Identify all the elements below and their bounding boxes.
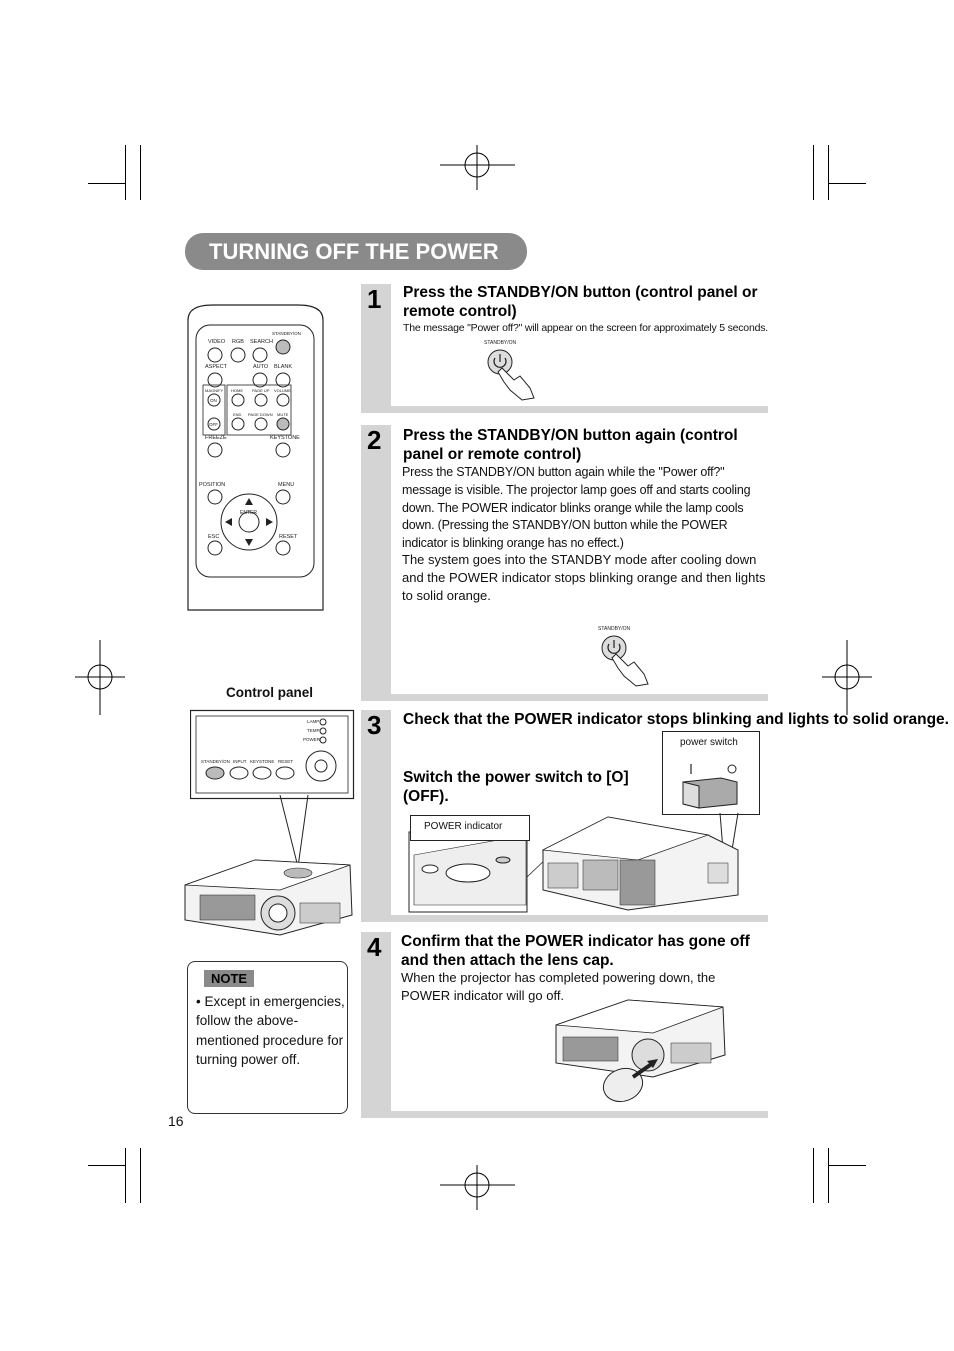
step-4-band [361,932,391,1112]
step-2-heading: Press the STANDBY/ON button again (control panel or remote control) [403,427,738,463]
cp-label-standby: STANDBY/ON [201,759,230,764]
cp-label-temp: TEMP [307,728,320,733]
registration-mark-bottom [440,1165,515,1215]
step-2-number: 2 [367,425,382,455]
remote-control-illustration [183,300,328,615]
step-3-heading-2: Switch the power switch to [O] (OFF). [403,769,629,805]
remote-label-pageup: PAGE UP [252,388,270,393]
step-1-hand-press-icon [484,346,540,402]
step-2-body-1: Press the STANDBY/ON button again while the "Power off?" message is visible. The projector lamp goes off and starts cooling down. The POWER indicator blinks orange while the lamp cools down. (Pressing the STANDBY/ON button while the POWER indicator is blinking orange has no effect.) [402,465,751,551]
step-4-heading: Confirm that the POWER indicator has gone off and then attach the lens cap. [401,933,750,969]
remote-label-menu: MENU [278,482,295,488]
registration-mark-left [75,640,125,715]
remote-label-home: HOME [231,388,243,393]
step-4-number: 4 [367,932,382,962]
remote-label-reset: RESET [279,534,298,540]
page-number: 16 [168,1113,184,1129]
step-3-number: 3 [367,710,382,740]
step-2-button-label: STANDBY/ON [598,626,631,632]
remote-label-position: POSITION [199,482,226,488]
step-4-rule [361,1111,768,1118]
cp-label-keystone: KEYSTONE [250,759,275,764]
remote-label-search: SEARCH [250,339,273,345]
step-3-rule [361,915,768,922]
control-panel-label: Control panel [226,685,313,700]
remote-label-esc: ESC [208,534,220,540]
cp-label-power: POWER [303,737,321,742]
step-3-heading [403,710,949,729]
step-3-band [361,710,391,915]
remote-label-end: END [233,412,242,417]
cp-label-lamp: LAMP [307,719,320,724]
cp-label-input: INPUT [233,759,247,764]
step-2-hand-press-icon [598,632,654,688]
page-title: TURNING OFF THE POWER [185,233,527,270]
remote-label-aspect: ASPECT [205,364,228,370]
step-1-band [361,284,391,406]
step-1-body: The message "Power off?" will appear on the screen for approximately 5 seconds. [403,322,768,334]
remote-label-magnify: MAGNIFY [205,388,224,393]
step-4-body: When the projector has completed powering down, the POWER indicator will go off. [401,970,716,1003]
power-indicator-label: POWER indicator [424,821,503,832]
remote-label-volume: VOLUME [274,388,291,393]
remote-label-keystone: KEYSTONE [270,435,300,441]
remote-label-pagedown: PAGE DOWN [248,412,273,417]
note-text: • Except in emergencies, follow the above-mentioned procedure for turning power off. [196,994,345,1067]
step-1-button-label: STANDBY/ON [484,340,517,346]
step-1-number: 1 [367,284,382,314]
power-switch-icon [681,760,745,810]
remote-label-rgb: RGB [232,339,244,345]
control-panel-illustration [190,708,355,803]
remote-label-video: VIDEO [208,339,226,345]
registration-mark-top [440,145,515,195]
cp-label-reset: RESET [278,759,294,764]
power-indicator-callout [410,815,530,841]
remote-label-mute: MUTE [277,412,289,417]
note-label: NOTE [204,970,254,987]
projector-illustration-left [180,795,360,945]
remote-label-enter: ENTER [240,510,257,516]
remote-label-on: ON [210,398,217,403]
power-switch-callout [662,731,760,815]
projector-lens-cap-illustration [553,995,728,1107]
remote-label-off: OFF [209,422,218,427]
note-box [187,961,348,1114]
remote-label-standby: STANDBY/ON [272,331,301,336]
registration-mark-right [822,640,872,715]
step-2-rule [361,694,768,701]
step-1-heading: Press the STANDBY/ON button (control panel or remote control) [403,284,758,320]
remote-label-auto: AUTO [253,364,269,370]
step-3-heading-text: Check that the POWER indicator stops blinking and lights to solid orange. [403,711,949,728]
power-switch-label: power switch [680,737,738,748]
step-1-rule [361,406,768,413]
remote-label-freeze: FREEZE [205,435,227,441]
step-2-body-2: The system goes into the STANDBY mode after cooling down and the POWER indicator stops blinking orange and then lights to solid orange. [402,552,766,603]
remote-label-blank: BLANK [274,364,293,370]
step-2-band [361,425,391,695]
